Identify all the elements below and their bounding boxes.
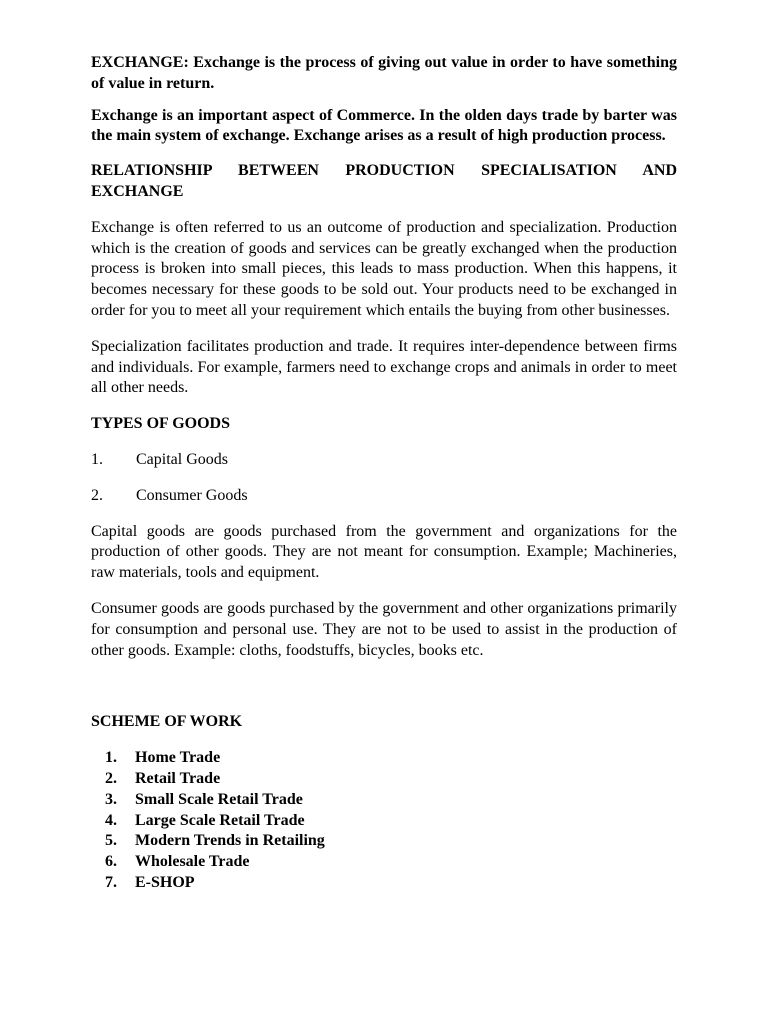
list-item-label: E-SHOP (135, 873, 195, 891)
list-number: 6. (105, 853, 117, 871)
list-number: 3. (105, 790, 117, 808)
exchange-label: EXCHANGE: (91, 54, 189, 71)
list-item-label: Modern Trends in Retailing (135, 832, 325, 850)
list-item-label: Retail Trade (135, 769, 221, 787)
scheme-of-work-heading: SCHEME OF WORK (91, 713, 243, 731)
specialization-paragraph: Specialization facilitates production and trade. It requires inter-dependence between firms and individuals. For example, farmers need to exchange crops and animals in order to meet all other needs. (91, 337, 677, 397)
consumer-goods-paragraph: Consumer goods are goods purchased by the government and other organizations primarily for consumption and personal use. They are not to be used to assist in the production of other goods. Example: cloths, foodstuffs, bicycles, books etc. (91, 599, 677, 659)
list-item-label: Large Scale Retail Trade (135, 811, 305, 829)
list-item (91, 831, 677, 852)
types-list-item (91, 486, 677, 507)
list-number: 5. (105, 832, 117, 850)
list-item-label: Wholesale Trade (135, 853, 250, 871)
list-item (91, 769, 677, 790)
relationship-heading: RELATIONSHIP BETWEEN PRODUCTION SPECIALISATION AND EXCHANGE (91, 162, 677, 200)
list-number: 2. (91, 486, 103, 504)
list-number: 1. (105, 749, 117, 767)
exchange-definition (91, 53, 677, 95)
list-number: 2. (105, 769, 117, 787)
scheme-list (91, 748, 677, 894)
types-list-item (91, 450, 677, 471)
capital-goods-paragraph: Capital goods are goods purchased from the government and organizations for the production of other goods. They are not meant for consumption. Example; Machineries, raw materials, tools and equipment. (91, 522, 677, 582)
types-of-goods-heading: TYPES OF GOODS (91, 415, 230, 433)
list-item (91, 873, 677, 894)
list-item-label: Capital Goods (136, 450, 228, 468)
list-item-label: Small Scale Retail Trade (135, 790, 303, 808)
exchange-importance-paragraph: Exchange is an important aspect of Commerce. In the olden days trade by barter was the main system of exchange. Exchange arises as a result of high production process. (91, 106, 677, 145)
list-item (91, 852, 677, 873)
list-item (91, 811, 677, 832)
list-item-label: Home Trade (135, 749, 221, 767)
list-number: 1. (91, 450, 103, 468)
list-item (91, 748, 677, 769)
exchange-outcome-paragraph: Exchange is often referred to us an outcome of production and specialization. Production which is the creation of goods and services can be greatly exchanged when the production process is broken into small pieces, this leads to mass production. When this happens, it becomes necessary for these goods to be sold out. Your products need to be exchanged in order for you to meet all your requirement which entails the buying from other businesses. (91, 218, 677, 319)
list-number: 7. (105, 873, 117, 891)
exchange-definition-text: Exchange is the process of giving out value in order to have something of value in return. (91, 54, 677, 92)
list-item (91, 790, 677, 811)
document-page (91, 53, 677, 894)
list-item-label: Consumer Goods (136, 486, 248, 504)
list-number: 4. (105, 811, 117, 829)
